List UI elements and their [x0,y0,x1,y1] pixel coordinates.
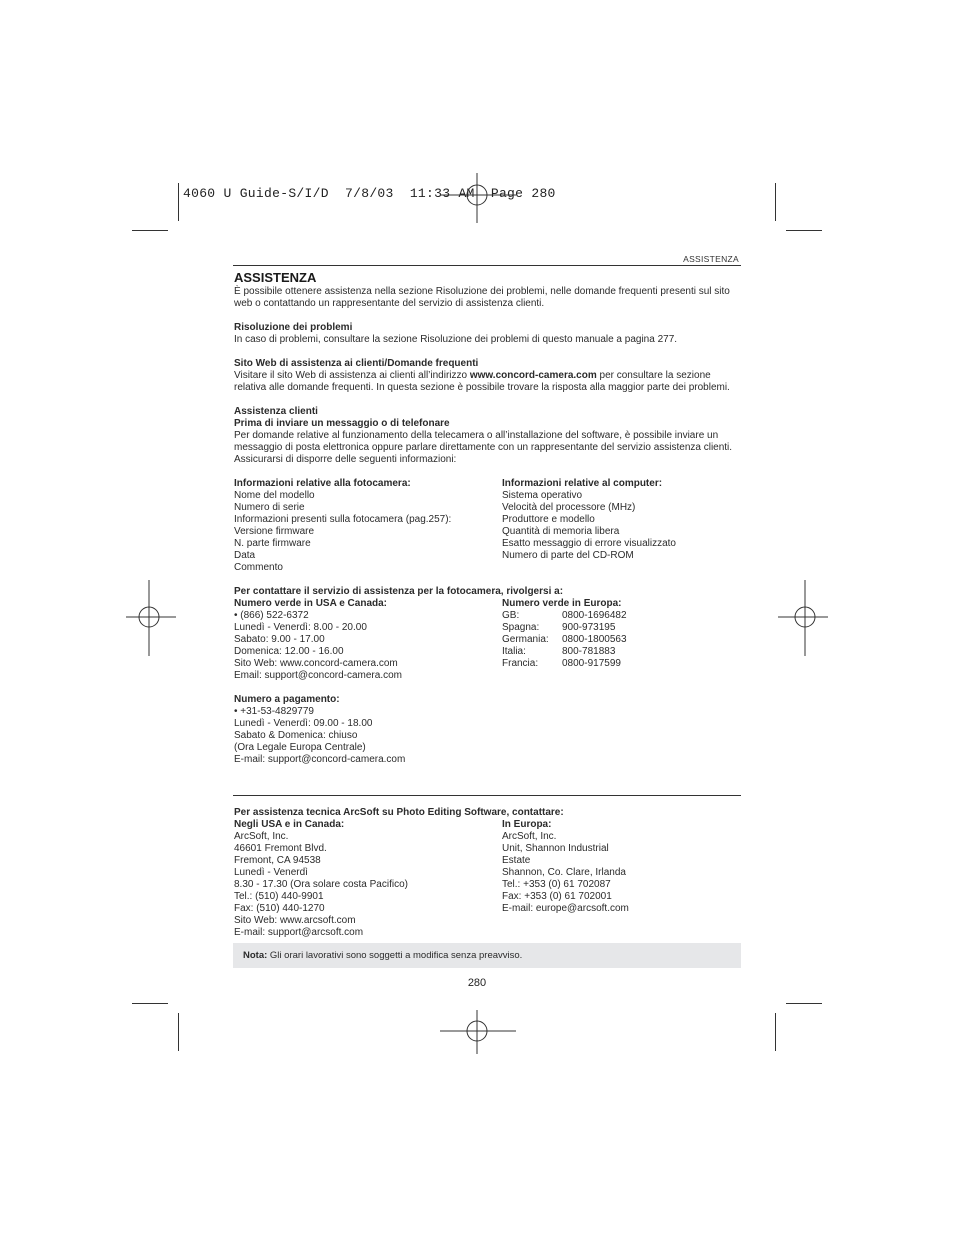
list-item: Versione firmware [234,526,315,537]
list-item: E-mail: support@concord-camera.com [234,754,406,765]
intro-paragraph: È possibile ottenere assistenza nella sezione Risoluzione dei problemi, nelle domande frequenti presenti sul sito web o contattando un rappresentante del servizio di assistenza clienti. [234,286,730,309]
list-item: Sabato & Domenica: chiuso [234,730,358,741]
running-head: ASSISTENZA [683,254,739,264]
contact-columns [234,598,734,682]
europe-row: GB: 0800-1696482 [502,610,627,621]
contact-heading: Per contattare il servizio di assistenza per la fotocamera, rivolgersi a: [234,586,564,597]
crop-mark-top-left-vertical [178,183,179,221]
list-item: Informazioni presenti sulla fotocamera (pag.257): [234,514,452,525]
europe-row: Spagna: 900-973195 [502,622,616,633]
crop-mark-bottom-right-vertical [775,1013,776,1051]
list-item: Fax: (510) 440-1270 [234,903,325,914]
note-box [233,943,741,968]
customer-service-heading: Assistenza clienti [234,406,318,417]
europe-row: Italia: 800-781883 [502,646,616,657]
list-item: Unit, Shannon Industrial [502,843,609,854]
crop-mark-bottom-right-horizontal [786,1003,822,1004]
website-text: Visitare il sito Web di assistenza ai clienti all’indirizzo www.concord-camera.com per consultare la sezione relativa alle domande frequenti. In questa sezione è possibile trovare la risposta alla maggior parte dei problemi. [234,370,730,393]
list-item: ArcSoft, Inc. [234,831,289,842]
list-item: Sito Web: www.arcsoft.com [234,915,356,926]
list-item: • (866) 522-6372 [234,610,309,621]
list-item: (Ora Legale Europa Centrale) [234,742,366,753]
page-number: 280 [467,977,487,989]
list-item: Fremont, CA 94538 [234,855,321,866]
registration-mark-right-icon [778,580,828,656]
list-item: Velocità del processore (MHz) [502,502,636,513]
list-item: Numero di serie [234,502,305,513]
list-item: Shannon, Co. Clare, Irlanda [502,867,626,878]
registration-mark-top-icon [440,173,516,223]
registration-mark-bottom-icon [440,1010,516,1054]
list-item: Numero di parte del CD-ROM [502,550,634,561]
list-item: Tel.: (510) 440-9901 [234,891,324,902]
europe-contact: Numero verde in Europa: GB: 0800-1696482 Spagna: 900-973195 Germania: 0800-1800563 Italia: 800-781883 Francia: 0800-917599 [502,598,734,682]
arcsoft-europe: In Europa: ArcSoft, Inc. Unit, Shannon Industrial Estate Shannon, Co. Clare, Irlanda Tel.: +353 (0) 61 702087 Fax: +353 (0) 61 702001 E-mail: europe@arcsoft.com [502,819,734,939]
list-item: Data [234,550,256,561]
list-item: Lunedì - Venerdì: 09.00 - 18.00 [234,718,373,729]
list-item: N. parte firmware [234,538,311,549]
section-rule [233,795,741,796]
list-item: E-mail: support@arcsoft.com [234,927,364,938]
registration-mark-left-icon [126,580,176,656]
arcsoft-usa: Negli USA e in Canada: ArcSoft, Inc. 46601 Fremont Blvd. Fremont, CA 94538 Lunedì - Venerdì 8.30 - 17.30 (Ora solare costa Pacifico) Tel.: (510) 440-9901 Fax: (510) 440-1270 Sito Web: www.arcsoft.com E-mail: support@arcsoft.com [234,819,502,939]
list-item: E-mail: europe@arcsoft.com [502,903,629,914]
list-item: Commento [234,562,283,573]
note-label: Nota: [243,950,268,961]
paid-contact: Numero a pagamento: • +31-53-4829779 Lunedì - Venerdì: 09.00 - 18.00 Sabato & Domenica: chiuso (Ora Legale Europa Centrale) E-mail: support@concord-camera.com [234,694,734,766]
troubleshooting-heading: Risoluzione dei problemi [234,322,353,333]
list-item: Email: support@concord-camera.com [234,670,402,681]
info-columns [234,478,734,574]
crop-mark-bottom-left-horizontal [132,1003,168,1004]
list-item: Lunedì - Venerdì: 8.00 - 20.00 [234,622,367,633]
crop-mark-top-right-horizontal [786,230,822,231]
crop-mark-top-right-vertical [775,183,776,221]
list-item: Lunedì - Venerdì [234,867,308,878]
list-item: Produttore e modello [502,514,595,525]
list-item: Fax: +353 (0) 61 702001 [502,891,612,902]
list-item: Esatto messaggio di errore visualizzato [502,538,676,549]
page-title: ASSISTENZA [234,270,317,285]
list-item: ArcSoft, Inc. [502,831,557,842]
customer-service-text: Per domande relative al funzionamento della telecamera o all’installazione del software, è possibile inviare un messaggio di posta elettronica oppure parlare direttamente con un rappresentante del servizio assistenza clienti. Assicurarsi di disporre delle seguenti informazioni: [234,430,733,465]
europe-row: Germania: 0800-1800563 [502,634,627,645]
list-item: Sito Web: www.concord-camera.com [234,658,398,669]
list-item: Nome del modello [234,490,315,501]
arcsoft-heading: Per assistenza tecnica ArcSoft su Photo Editing Software, contattare: [234,807,564,818]
list-item: Sistema operativo [502,490,583,501]
list-item: 8.30 - 17.30 (Ora solare costa Pacifico) [234,879,408,890]
crop-mark-bottom-left-vertical [178,1013,179,1051]
list-item: Quantità di memoria libera [502,526,620,537]
camera-info-list: Informazioni relative alla fotocamera: Nome del modello Numero di serie Informazioni presenti sulla fotocamera (pag.257): Versione firmware N. parte firmware Data Commento [234,478,502,574]
computer-info-list: Informazioni relative al computer: Sistema operativo Velocità del processore (MHz) Produttore e modello Quantità di memoria libera Esatto messaggio di errore visualizzato Numero di parte del CD-ROM [502,478,734,574]
note-text: Gli orari lavorativi sono soggetti a modifica senza preavviso. [267,950,523,961]
page-content [234,270,734,766]
europe-row: Francia: 0800-917599 [502,658,621,669]
website-url: www.concord-camera.com [469,370,597,381]
header-rule [233,265,741,266]
customer-service-subheading: Prima di inviare un messaggio o di telefonare [234,418,450,429]
list-item: 46601 Fremont Blvd. [234,843,327,854]
list-item: • +31-53-4829779 [234,706,314,717]
arcsoft-section [234,807,734,939]
crop-mark-top-left-horizontal [132,230,168,231]
printer-slug: 4060 U Guide-S/I/D 7/8/03 11:33 AM Page 280 [183,186,556,201]
usa-contact: Numero verde in USA e Canada: • (866) 522-6372 Lunedì - Venerdì: 8.00 - 20.00 Sabato: 9.00 - 17.00 Domenica: 12.00 - 16.00 Sito Web: www.concord-camera.com Email: support@concord-camera.com [234,598,502,682]
list-item: Sabato: 9.00 - 17.00 [234,634,325,645]
list-item: Estate [502,855,531,866]
troubleshooting-text: In caso di problemi, consultare la sezione Risoluzione dei problemi di questo manuale a pagina 277. [234,334,678,345]
list-item: Tel.: +353 (0) 61 702087 [502,879,611,890]
list-item: Domenica: 12.00 - 16.00 [234,646,344,657]
website-heading: Sito Web di assistenza ai clienti/Domande frequenti [234,358,479,369]
